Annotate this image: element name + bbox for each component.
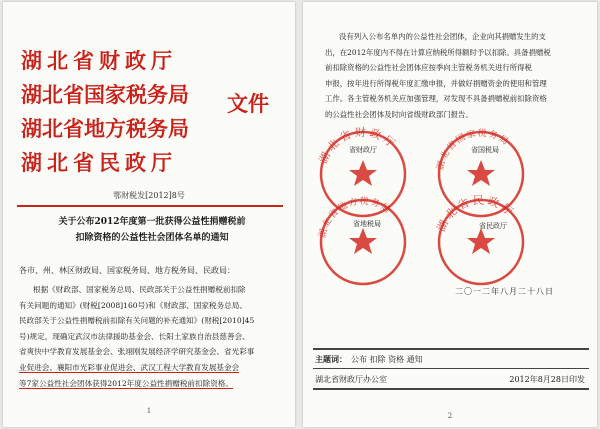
subject-keywords bbox=[315, 354, 423, 365]
issuer-heading bbox=[21, 44, 221, 180]
seal-star-icon bbox=[349, 228, 377, 254]
seal-ring-text: 湖北省国家税务局 bbox=[435, 128, 511, 172]
issuing-office: 湖北省财政厅办公室 bbox=[315, 375, 387, 384]
body-line: 申报，按年进行所得税年度汇缴申报，并做好捐赠资金的使用和管理 bbox=[325, 78, 547, 88]
subject-label: 主题词： bbox=[315, 354, 347, 364]
seal-ring-text: 湖北省地方税务局 bbox=[317, 196, 393, 240]
body-line: 根据《财政部、国家税务总局、民政部关于公益性捐赠税前扣除 bbox=[33, 285, 246, 294]
page-two bbox=[303, 2, 597, 427]
body-line-highlighted bbox=[19, 376, 281, 392]
body-line: 出，在2012年度内不得在计算应纳税所得额时予以扣除。具备捐赠税 bbox=[325, 47, 551, 57]
red-divider bbox=[17, 205, 283, 207]
divider-line bbox=[313, 388, 589, 390]
seal-label: 省财政厅 bbox=[349, 146, 377, 154]
recipient-line: 各市、州、林区财政局、国家税务局、地方税务局、民政局： bbox=[19, 266, 235, 275]
body-line: 没有列入公布名单内的公益性社会团体，企业向其捐赠发生的支 bbox=[339, 32, 546, 41]
page-one bbox=[3, 2, 295, 427]
seal-star-icon bbox=[467, 228, 495, 254]
signing-date: 二〇一二年八月二十八日 bbox=[455, 287, 554, 296]
notice-title-line: 扣除资格的公益性社会团体名单的通知 bbox=[75, 233, 229, 243]
notice-title bbox=[27, 214, 277, 246]
body-line: 前扣除资格的公益性社会团体应按季向主管税务机关进行所得税 bbox=[325, 63, 532, 73]
page-number: 2 bbox=[447, 412, 453, 420]
body-line: 工作。各主管税务机关应加强管理，对发现不具备捐赠税前扣除资格 bbox=[325, 94, 547, 104]
seal-local-tax-bureau bbox=[316, 195, 405, 284]
highlighted-text: 等7家公益性社会团体获得2012年度公益性捐赠税前扣除资格。 bbox=[19, 378, 233, 388]
document-label: 文件 bbox=[227, 92, 269, 116]
seal-star-icon bbox=[349, 160, 377, 186]
body-line: 民政部关于公益性捐赠税前扣除有关问题的补充通知》(财税[2010]45 bbox=[19, 316, 255, 326]
seal-ring-text: 湖北省民政厅 bbox=[434, 193, 518, 234]
issuer-finance-dept: 湖北省财政厅 bbox=[21, 49, 177, 73]
body-line: 省爽快中学教育发展基金会、张翊刚发展经济学研究基金会、省光彩事 bbox=[19, 347, 255, 357]
seal-label: 省地税局 bbox=[353, 220, 381, 228]
issuer-state-tax-bureau: 湖北省国家税务局 bbox=[21, 83, 189, 107]
issuer-civil-affairs-dept: 湖北省民政厅 bbox=[21, 151, 177, 175]
document-number: 鄂财税发[2012]8号 bbox=[113, 191, 185, 200]
seal-star-icon bbox=[467, 160, 495, 186]
seal-ring-text: 湖北省财政厅 bbox=[316, 125, 400, 166]
notice-title-line: 关于公布2012年度第一批获得公益性捐赠税前 bbox=[58, 217, 246, 227]
seal-label: 省国税局 bbox=[471, 146, 499, 154]
page-number: 1 bbox=[146, 407, 152, 415]
print-date: 2012年8月28日印发 bbox=[509, 375, 585, 384]
body-line: 有关问题的通知》(财税[2008]160号)和《财政部、国家税务总局、 bbox=[19, 300, 247, 310]
seal-civil-affairs-dept bbox=[434, 193, 523, 284]
highlighted-text: 业促进会、襄阳市光彩事业促进会、武汉工程大学教育发展基金会 bbox=[19, 362, 240, 372]
subject-keyword-list: 公布 扣除 资格 通知 bbox=[351, 355, 423, 364]
body-line: 的公益性社会团体及时向省级财政部门报告。 bbox=[325, 109, 473, 119]
notice-body bbox=[19, 282, 281, 391]
body-line: 号)规定，现确定武汉市法律援助基金会、长阳土家族自治县慈善会、 bbox=[19, 331, 250, 341]
seal-label: 省民政厅 bbox=[479, 222, 507, 230]
divider-line bbox=[313, 348, 589, 350]
divider-line bbox=[313, 368, 589, 369]
issuer-local-tax-bureau: 湖北省地方税务局 bbox=[21, 117, 189, 141]
body-line-highlighted bbox=[19, 360, 281, 376]
